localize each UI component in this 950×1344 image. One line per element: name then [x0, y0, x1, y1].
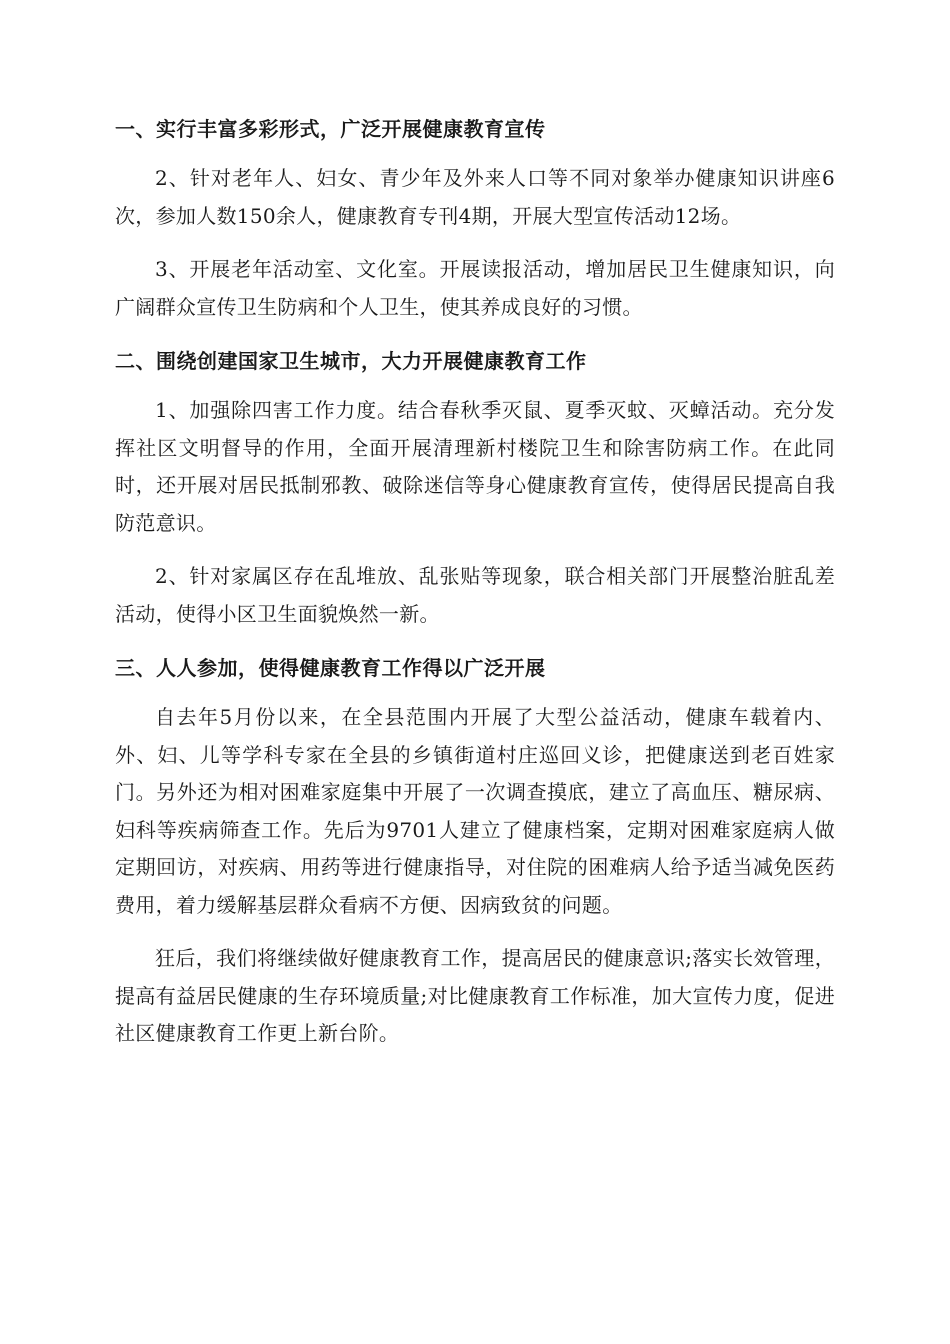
section-2-paragraph-2: 2、针对家属区存在乱堆放、乱张贴等现象，联合相关部门开展整治脏乱差活动，使得小区卫生面貌焕然一新。	[115, 564, 835, 626]
section-3-paragraph-2: 狂后，我们将继续做好健康教育工作，提高居民的健康意识;落实长效管理，提高有益居民健康的生存环境质量;对比健康教育工作标准，加大宣传力度，促进社区健康教育工作更上新台阶。	[115, 946, 835, 1045]
section-heading-3: 三、人人参加，使得健康教育工作得以广泛开展	[115, 656, 546, 680]
section-3-paragraph-1: 自去年5月份以来，在全县范围内开展了大型公益活动，健康车载着内、外、妇、儿等学科专家在全县的乡镇街道村庄巡回义诊，把健康送到老百姓家门。另外还为相对困难家庭集中开展了一次调查摸底，建立了高血压、糖尿病、妇科等疾病筛查工作。先后为9701人建立了健康档案，定期对困难家庭病人做定期回访，对疾病、用药等进行健康指导，对住院的困难病人给予适当减免医药费用，着力缓解基层群众看病不方便、因病致贫的问题。	[115, 705, 835, 917]
section-heading-1: 一、实行丰富多彩形式，广泛开展健康教育宣传	[115, 117, 546, 141]
section-heading-2: 二、围绕创建国家卫生城市，大力开展健康教育工作	[115, 349, 587, 373]
section-1-paragraph-1: 2、针对老年人、妇女、青少年及外来人口等不同对象举办健康知识讲座6次，参加人数150余人，健康教育专刊4期，开展大型宣传活动12场。	[115, 166, 835, 228]
section-1-paragraph-2: 3、开展老年活动室、文化室。开展读报活动，增加居民卫生健康知识，向广阔群众宣传卫生防病和个人卫生，使其养成良好的习惯。	[115, 257, 835, 319]
section-2-paragraph-1: 1、加强除四害工作力度。结合春秋季灭鼠、夏季灭蚊、灭蟑活动。充分发挥社区文明督导的作用，全面开展清理新村楼院卫生和除害防病工作。在此同时，还开展对居民抵制邪教、破除迷信等身心健康教育宣传，使得居民提高自我防范意识。	[115, 398, 835, 535]
document-body	[115, 110, 835, 1069]
